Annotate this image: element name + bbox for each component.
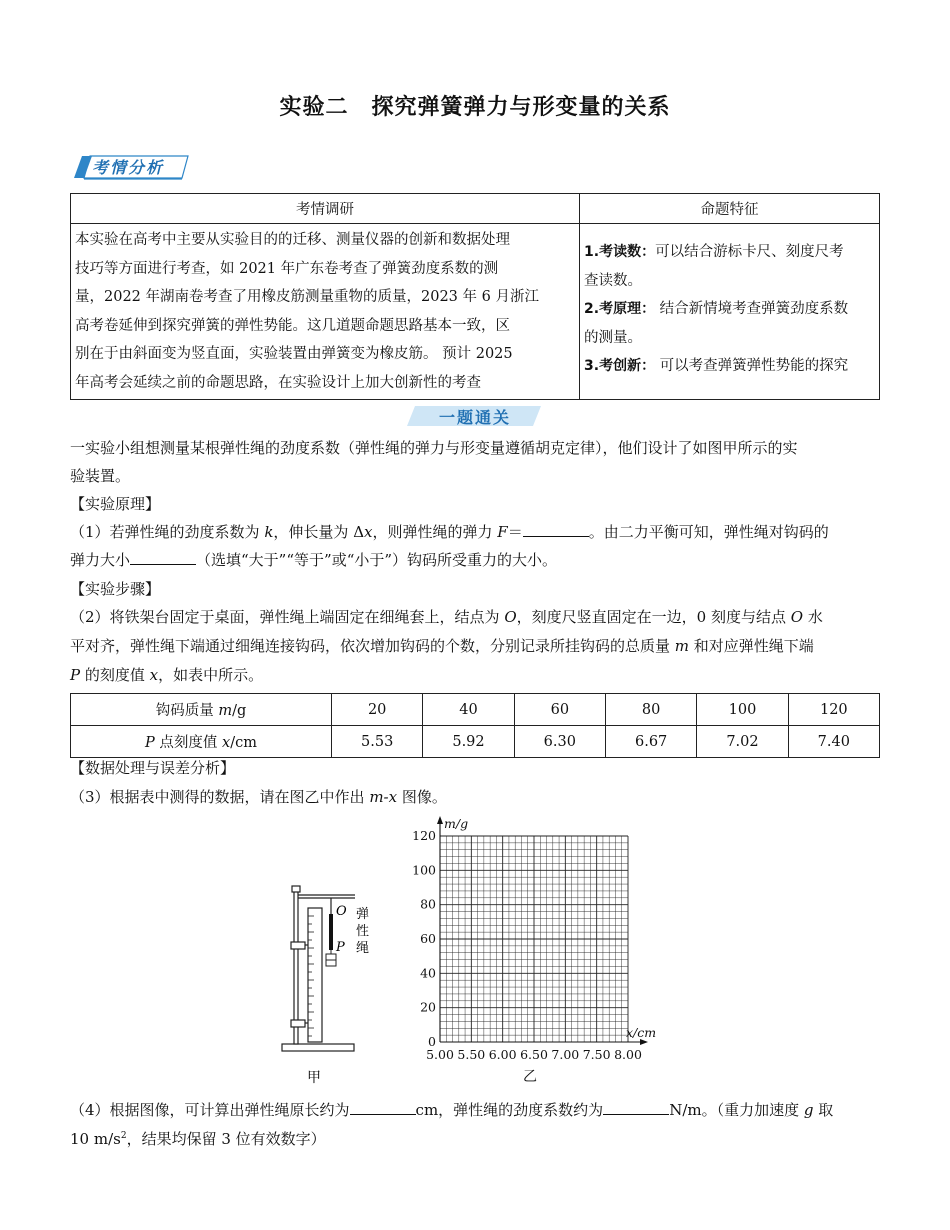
y-tick-label: 20 xyxy=(420,999,436,1015)
table-cell: 7.02 xyxy=(697,726,788,758)
feature-item: 1.考读数：可以结合游标卡尺、刻度尺考 xyxy=(584,244,844,260)
data-table xyxy=(70,693,880,758)
research-line: 技巧等方面进行考查，如 2021 年广东卷考查了弹簧劲度系数的测 xyxy=(75,260,499,277)
table-cell: 5.53 xyxy=(332,726,423,758)
feature-item-cont: 查读数。 xyxy=(584,272,642,289)
y-tick-label: 40 xyxy=(420,965,436,981)
section-banner xyxy=(405,404,545,428)
row-header-mass: 钩码质量 m/g xyxy=(71,694,332,726)
y-tick-label: 120 xyxy=(412,828,436,843)
analysis-table xyxy=(70,193,880,400)
question-4-line: 10 $m/s^2$，结果均保留 3 位有效数字） xyxy=(70,1130,326,1148)
analysis-header-left: 考情调研 xyxy=(71,194,580,224)
label-rope-char: 性 xyxy=(356,924,370,939)
m-x-grid-chart xyxy=(400,812,690,1084)
clamp xyxy=(291,1020,305,1027)
research-line: 高考卷延伸到探究弹簧的弹性势能。这几道题命题思路基本一致，区 xyxy=(75,317,510,334)
question-2-line: 平对齐，弹性绳下端通过细绳连接钩码，依次增加钩码的个数，分别记录所挂钩码的总质量 m 和对应弹性绳下端 xyxy=(70,637,814,655)
table-cell: 6.67 xyxy=(605,726,696,758)
analysis-header-right: 命题特征 xyxy=(580,194,880,224)
question-4-line: （4）根据图像，可计算出弹性绳原长约为 cm，弹性绳的劲度系数约为 N/m。（重力加速度 g 取 xyxy=(70,1101,834,1119)
section-heading: 【实验步骤】 xyxy=(70,580,161,598)
intro-line: 一实验小组想测量某根弹性绳的劲度系数（弹性绳的弹力与形变量遵循胡克定律），他们设计了如图甲所示的实 xyxy=(70,439,798,457)
question-2-line: （2）将铁架台固定于桌面，弹性绳上端固定在细绳套上，结点为 O，刻度尺竖直固定在一边，0 刻度与结点 O 水 xyxy=(70,608,823,626)
answer-blank-length[interactable] xyxy=(350,1100,416,1115)
label-rope-char: 绳 xyxy=(356,941,370,956)
hook-weights xyxy=(326,950,336,966)
table-cell: 120 xyxy=(788,694,879,726)
feature-item: 3.考创新： 可以考查弹簧弹性势能的探究 xyxy=(584,358,849,374)
section-heading: 【数据处理与误差分析】 xyxy=(70,759,236,777)
table-row xyxy=(71,694,880,726)
table-cell: 80 xyxy=(605,694,696,726)
label-O: O xyxy=(336,904,347,919)
badge-label: 考情分析 xyxy=(92,158,165,177)
answer-blank-compare[interactable] xyxy=(130,550,196,565)
x-tick-label: 7.00 xyxy=(551,1047,580,1062)
table-row xyxy=(71,726,880,758)
x-axis-label: x/cm xyxy=(626,1025,657,1040)
stand-base xyxy=(282,1044,354,1051)
question-1-line: （1）若弹性绳的劲度系数为 k，伸长量为 Δx，则弹性绳的弹力 F＝ 。由二力平衡可知，弹性绳对钩码的 xyxy=(70,523,829,541)
question-3-line: （3）根据表中测得的数据，请在图乙中作出 m-x 图像。 xyxy=(70,788,447,806)
question-2-line: P 的刻度值 x，如表中所示。 xyxy=(70,666,264,684)
y-tick-label: 0 xyxy=(428,1034,436,1049)
figure-caption-jia: 甲 xyxy=(307,1070,321,1085)
research-line: 本实验在高考中主要从实验目的的迁移、测量仪器的创新和数据处理 xyxy=(75,232,510,248)
answer-blank-force[interactable] xyxy=(523,522,589,537)
x-tick-label: 6.00 xyxy=(488,1047,517,1062)
x-tick-label: 5.00 xyxy=(426,1047,454,1062)
table-cell: 6.30 xyxy=(514,726,605,758)
x-tick-label: 5.50 xyxy=(457,1047,486,1062)
research-line: 年高考会延续之前的命题思路，在实验设计上加大创新性的考查 xyxy=(75,374,481,391)
intro-line: 验装置。 xyxy=(70,467,131,485)
feature-item: 2.考原理： 结合新情境考查弹簧劲度系数 xyxy=(584,301,849,317)
table-cell: 5.92 xyxy=(423,726,514,758)
table-cell: 20 xyxy=(332,694,423,726)
figure-caption-yi: 乙 xyxy=(523,1069,537,1084)
analysis-features-cell xyxy=(580,224,880,400)
analysis-research-cell xyxy=(71,224,580,400)
x-tick-label: 7.50 xyxy=(582,1047,611,1062)
question-1-line: 弹力大小 （选填“大于”“等于”或“小于”）钩码所受重力的大小。 xyxy=(70,551,558,569)
section-badge xyxy=(70,152,190,182)
section-heading: 【实验原理】 xyxy=(70,495,161,513)
table-cell: 100 xyxy=(697,694,788,726)
table-cell: 40 xyxy=(423,694,514,726)
page-title: 实验二 探究弹簧弹力与形变量的关系 xyxy=(279,95,671,120)
apparatus-figure xyxy=(278,880,388,1085)
label-rope-char: 弹 xyxy=(356,907,370,922)
table-cell: 60 xyxy=(514,694,605,726)
research-line: 量，2022 年湖南卷考查了用橡皮筋测量重物的质量，2023 年 6 月浙江 xyxy=(75,289,539,305)
y-tick-label: 80 xyxy=(420,896,436,912)
answer-blank-stiffness[interactable] xyxy=(603,1100,669,1115)
ruler xyxy=(308,908,322,1042)
y-axis-label: m/g xyxy=(444,816,469,831)
table-cell: 7.40 xyxy=(788,726,879,758)
banner-label: 一题通关 xyxy=(438,408,511,427)
elastic-rope xyxy=(329,914,333,950)
y-tick-label: 60 xyxy=(420,931,436,946)
x-tick-label: 6.50 xyxy=(520,1047,548,1062)
y-axis-arrow-icon xyxy=(437,816,443,824)
label-P: P xyxy=(336,940,345,955)
research-line: 别在于由斜面变为竖直面，实验装置由弹簧变为橡皮筋。 预计 2025 xyxy=(75,346,513,362)
clamp xyxy=(291,942,305,949)
x-tick-label: 8.00 xyxy=(614,1047,642,1062)
feature-item-cont: 的测量。 xyxy=(584,329,642,346)
y-tick-label: 100 xyxy=(412,862,436,878)
row-header-position: P 点刻度值 x/cm xyxy=(71,726,332,758)
